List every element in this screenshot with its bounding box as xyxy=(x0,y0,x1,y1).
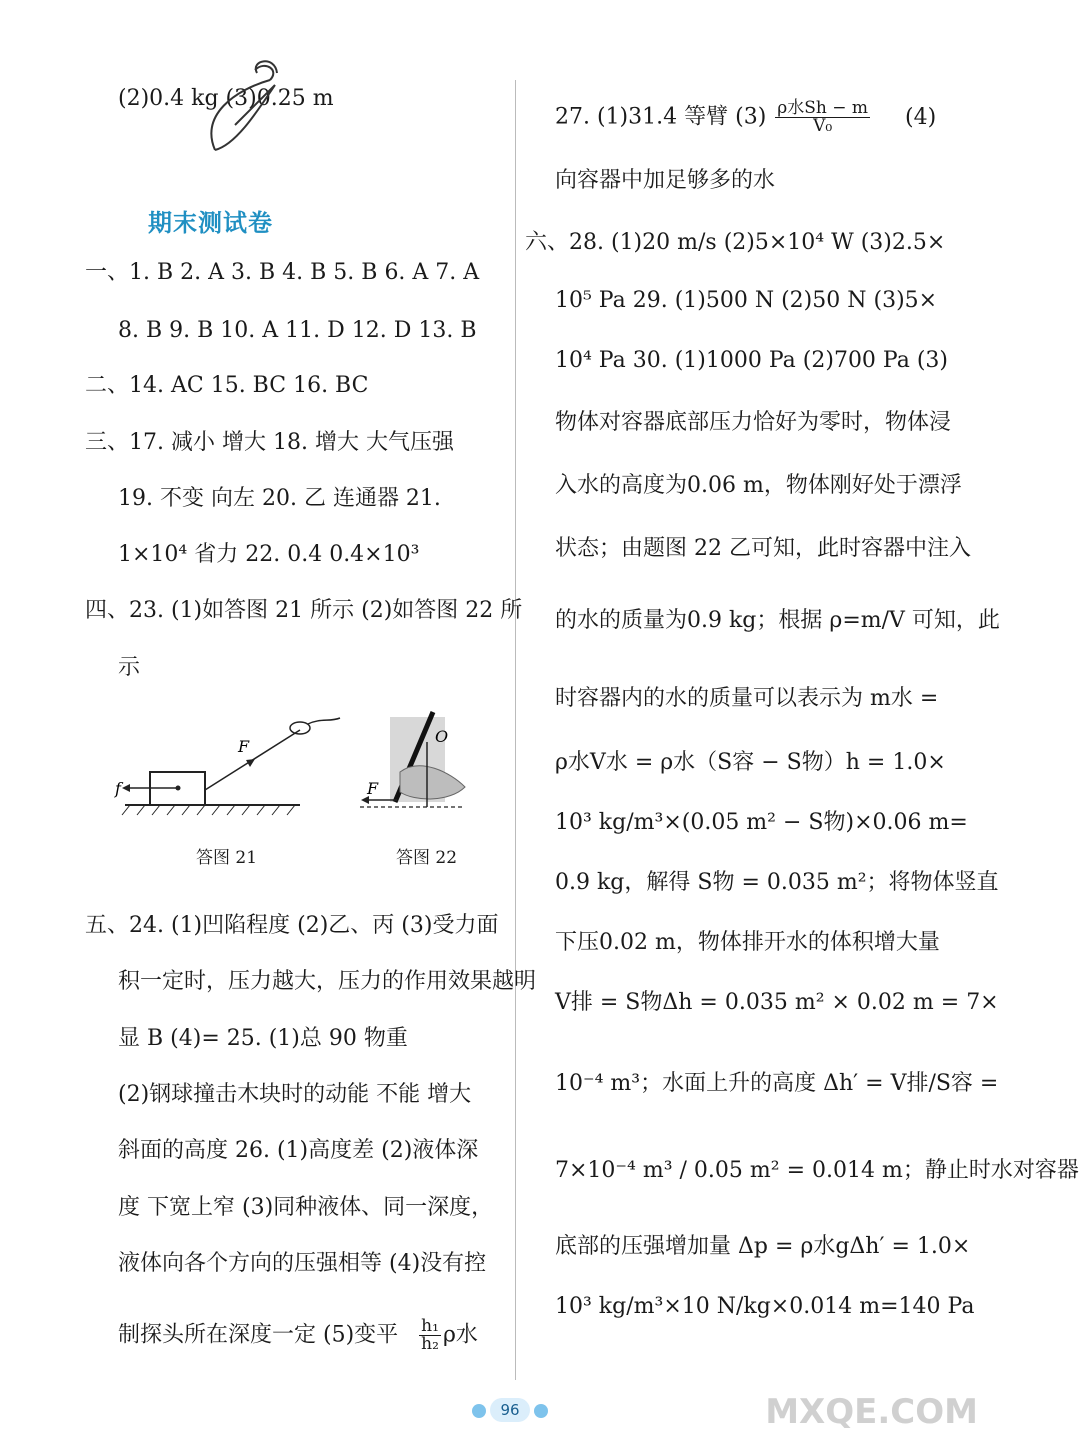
page-number: 96 xyxy=(490,1398,530,1422)
answer-line: 积一定时，压力越大，压力的作用效果越明 xyxy=(118,969,537,994)
answer-line: 液体向各个方向的压强相等 (4)没有控 xyxy=(118,1251,487,1276)
answer-line: 底部的压强增加量 Δp = ρ水gΔh′ = 1.0× xyxy=(555,1234,971,1259)
answer-line: 示 xyxy=(118,655,141,680)
figure-22-caption: 答图 22 xyxy=(396,848,458,868)
answer-line: ρ水V水 = ρ水（S容 − S物）h = 1.0× xyxy=(555,750,946,775)
section-title: 期末测试卷 xyxy=(148,209,273,237)
answer-line: 10⁻⁴ m³；水面上升的高度 Δh′ = V排/S容 = xyxy=(555,1071,999,1096)
page-decoration xyxy=(472,1404,486,1418)
frac-numerator: ρ水Sh − m xyxy=(777,98,869,118)
answer-line: 二、14. AC 15. BC 16. BC xyxy=(85,373,369,398)
answer-line: 状态；由题图 22 乙可知，此时容器中注入 xyxy=(555,536,971,561)
answer-line xyxy=(118,1318,478,1353)
fraction-h1-h2 xyxy=(419,1318,441,1353)
answer-line xyxy=(555,100,936,135)
frac-tail: ρ水 xyxy=(442,1322,478,1348)
answer-line: (2)钢球撞击木块时的动能 不能 增大 xyxy=(118,1082,472,1107)
answer-line: 10³ kg/m³×(0.05 m² − S物)×0.06 m= xyxy=(555,810,968,835)
answer-line: 向容器中加足够多的水 xyxy=(555,168,776,193)
page-decoration xyxy=(534,1404,548,1418)
answer-line: 斜面的高度 26. (1)高度差 (2)液体深 xyxy=(118,1138,479,1163)
answer-line: 1×10⁴ 省力 22. 0.4 0.4×10³ xyxy=(118,542,420,567)
fraction-27 xyxy=(775,100,870,135)
answer-line: 的水的质量为0.9 kg；根据 ρ=m/V 可知，此 xyxy=(555,608,1000,633)
answer-line: 8. B 9. B 10. A 11. D 12. D 13. B xyxy=(118,318,477,343)
answer-line: 物体对容器底部压力恰好为零时，物体浸 xyxy=(555,410,952,435)
answer-line: V排 = S物Δh = 0.035 m² × 0.02 m = 7× xyxy=(555,990,999,1015)
answer-line: 时容器内的水的质量可以表示为 m水 = xyxy=(555,686,939,711)
answer-line: 7×10⁻⁴ m³ / 0.05 m² = 0.014 m；静止时水对容器 xyxy=(555,1158,1079,1183)
answer-line: 显 B (4)= 25. (1)总 90 物重 xyxy=(118,1026,408,1051)
answer-line: 六、28. (1)20 m/s (2)5×10⁴ W (3)2.5× xyxy=(525,230,946,255)
answer-line: 四、23. (1)如答图 21 所示 (2)如答图 22 所 xyxy=(85,598,523,623)
pivot-label: O xyxy=(435,727,449,746)
frac-tail: (4) xyxy=(905,104,937,130)
figure-21-caption: 答图 21 xyxy=(196,848,258,868)
answer-line: 10³ kg/m³×10 N/kg×0.014 m=140 Pa xyxy=(555,1294,975,1319)
figure-22 xyxy=(355,712,475,827)
answer-line: 下压0.02 m，物体排开水的体积增大量 xyxy=(555,930,940,955)
frac-denominator: V₀ xyxy=(813,116,833,136)
friction-label: f xyxy=(115,779,121,798)
answer-line: 10⁴ Pa 30. (1)1000 Pa (2)700 Pa (3) xyxy=(555,348,949,373)
answer-line: 五、24. (1)凹陷程度 (2)乙、丙 (3)受力面 xyxy=(85,913,499,938)
answer-line: 0.9 kg，解得 S物 = 0.035 m²；将物体竖直 xyxy=(555,870,999,895)
answer-line: 度 下宽上窄 (3)同种液体、同一深度， xyxy=(118,1195,494,1220)
handwritten-doodle xyxy=(195,55,295,160)
answer-line: 三、17. 减小 增大 18. 增大 大气压强 xyxy=(85,430,454,455)
answer-text: 27. (1)31.4 等臂 (3) xyxy=(555,104,767,130)
force-label: F xyxy=(238,737,250,756)
figure-21 xyxy=(110,710,310,825)
answer-line: 入水的高度为0.06 m，物体刚好处于漂浮 xyxy=(555,473,962,498)
frac-numerator: h₁ xyxy=(421,1316,439,1336)
answer-text: 制探头所在深度一定 (5)变平 xyxy=(118,1322,399,1348)
frac-denominator: h₂ xyxy=(421,1334,439,1354)
answer-line: 一、1. B 2. A 3. B 4. B 5. B 6. A 7. A xyxy=(85,260,480,285)
top-answer-line: (2)0.4 kg (3)0.25 m xyxy=(118,86,334,111)
column-divider xyxy=(515,80,516,1380)
force-label: F xyxy=(367,779,379,798)
answer-line: 19. 不变 向左 20. 乙 连通器 21. xyxy=(118,486,441,511)
watermark: MXQE.COM xyxy=(765,1392,978,1432)
answer-line: 10⁵ Pa 29. (1)500 N (2)50 N (3)5× xyxy=(555,288,938,313)
